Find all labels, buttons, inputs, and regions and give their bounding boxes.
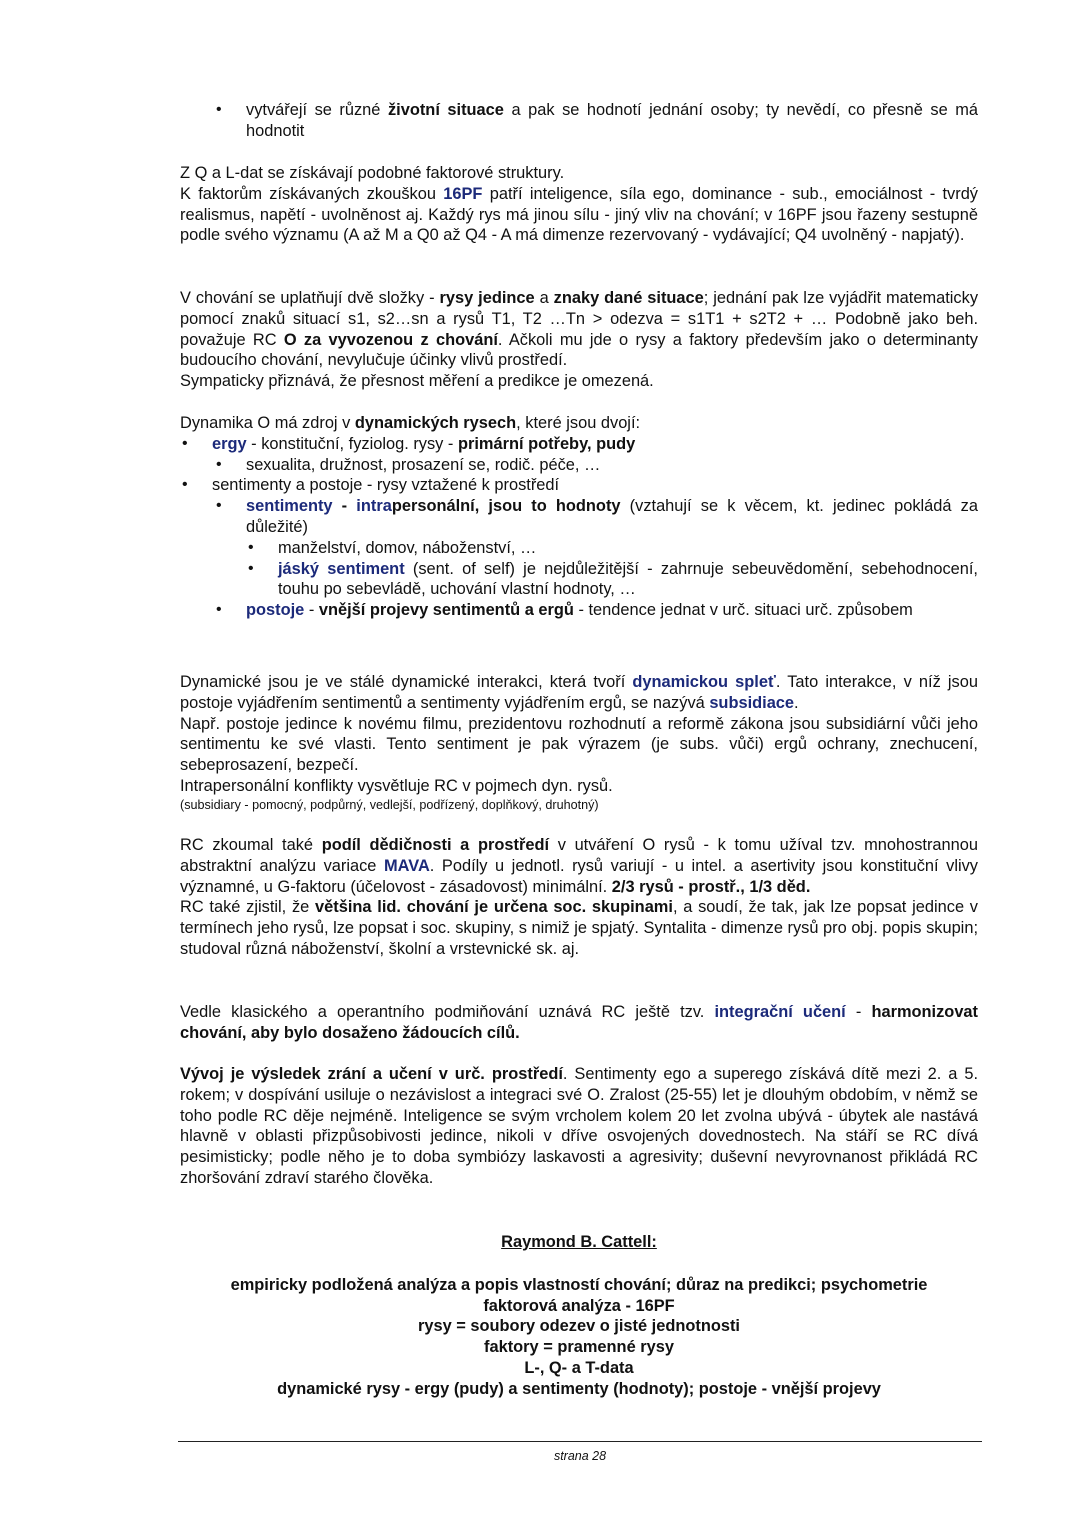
footer-divider: [178, 1441, 982, 1442]
paragraph-heredity: [180, 835, 978, 960]
text: a: [534, 289, 554, 307]
bold-term: dynamických rysech: [354, 414, 517, 432]
list-item-sentiments-attitudes: • sentimenty a postoje - rysy vztažené k prostředí: [212, 475, 978, 496]
bold-term: podíl dědičnosti a prostředí: [321, 836, 550, 854]
text: -: [845, 1003, 872, 1021]
note-subsidiary: (subsidiary - pomocný, podpůrný, vedlejší, podřízený, doplňkový, druhotný): [180, 797, 599, 812]
paragraph-example: Např. postoje jedince k novému filmu, prezidentovu rozhodnutí a reformě zákona jsou subsidiární vůči jeho sentimentu ke své vlasti. Tento sentiment je pak výrazem (je subs. vůči) ergů ochrany, znechucení, sebeprosazení, bezpečí.: [180, 714, 978, 775]
summary-section: [160, 1232, 998, 1400]
text: . Tato interakce, v níž jsou postoje vyjádřením sentimentů a sentimenty vyjádřením ergů, se nazývá: [180, 673, 978, 712]
paragraph-dynamic-lattice: [180, 672, 978, 714]
summary-line: dynamické rysy - ergy (pudy) a sentimenty (hodnoty); postoje - vnější projevy: [277, 1379, 881, 1398]
text: . Sentimenty ego a superego získává dítě mezi 2. a 5. rokem; v dospívání usiluje o nezávislost a integraci své O. Zralost (25-55) let je dlouhým obdobím, v němž se toho podle RC děje nejméně. Inteligence se svým vrcholem kolem 20 let zvolna ubývá - úbytek ale nastává hlavně v oblasti přizpůsobivosti jedince, nikoli v dříve osvojených dovednostech. Na stáří se RC dívá pesimisticky; podle něho je to doba symbiózy laskavosti a agresivity; duševní nevyrovnanost přikládá RC zhoršování zdraví starého člověka.: [180, 1065, 978, 1187]
text: Dynamické jsou je ve stálé dynamické interakci, která tvoří: [180, 673, 633, 691]
text: ; jednání pak lze vyjádřit matematicky pomocí znaků situací s1, s2…sn a rysů T1, T2 …Tn > odezva = s1T1 + s2T2 + … Podobně jako beh. považuje RC: [180, 289, 979, 349]
paragraph-behavior-components: [180, 288, 978, 392]
summary-line: empiricky podložená analýza a popis vlastností chování; důraz na predikci; psychometrie: [230, 1275, 928, 1294]
text: , a soudí, že tak, jak lze popsat jedince v termínech jeho rysů, lze popsat i soc. skupiny, s nimiž je spjatý. Syntalita - dimenze rysů pro obj. popis skupin; studoval různá náboženství, školní a vrstevnické sk. aj.: [180, 898, 979, 958]
paragraph-subsidiation: [180, 672, 978, 814]
text: a pak se hodnotí jednání osoby; ty nevědí, co přesně se má hodnotit: [246, 101, 979, 140]
text: patří inteligence, síla ego, dominance - sub., emociálnost - tvrdý realismus, napětí - uvolněnost aj. Každý rys má jinou sílu - jiný vliv na chování; v 16PF jsou řazeny sestupně podle svého významu (A až M a Q0 až Q4 - A má dimenze rezervovaný - vydávající; Q4 uvolněný - napjatý).: [180, 184, 979, 245]
term-postoje: postoje: [246, 601, 305, 620]
text: RC také zjistil, že: [180, 898, 316, 917]
text-line: Intrapersonální konflikty vysvětluje RC v pojmech dyn. rysů.: [180, 776, 613, 795]
paragraph-dynamics: [180, 413, 978, 434]
list-item-sentiment-examples: • manželství, domov, náboženství, …: [278, 538, 978, 559]
term-mava: MAVA: [383, 856, 430, 875]
bullet-life-situations: [246, 100, 978, 142]
bold-term: personální, jsou to hodnoty: [391, 497, 621, 516]
term-16pf: 16PF: [443, 184, 483, 203]
term-dynamic-lattice: dynamickou spleť: [632, 673, 776, 691]
list-item-self-sentiment: [278, 559, 978, 601]
paragraph-integration-learning: [180, 1002, 978, 1044]
paragraph-maturation: [180, 1064, 978, 1189]
bold-term: 2/3 rysů - prostř., 1/3 děd.: [611, 877, 811, 896]
text: K faktorům získávaných zkouškou: [180, 184, 444, 203]
paragraph-learning: [180, 1002, 978, 1044]
list-item-attitudes: [246, 600, 978, 621]
term-subsidiace: subsidiace: [709, 693, 795, 712]
bold-term: rysy jedince: [439, 289, 535, 307]
summary-line: L-, Q- a T-data: [524, 1358, 634, 1377]
bold-term: životní situace: [387, 101, 504, 119]
text: v utváření O rysů - k tomu užíval tzv. mnohostrannou abstraktní analýzu variace: [180, 836, 979, 875]
text: -: [332, 497, 357, 516]
list-item-ergs: [212, 434, 978, 455]
summary-title: Raymond B. Cattell:: [501, 1233, 657, 1251]
text: Dynamika O má zdroj v: [180, 414, 355, 432]
list-item-sentiments: [246, 496, 978, 538]
summary-line: faktorová analýza - 16PF: [483, 1296, 675, 1315]
page-number: strana 28: [553, 1449, 607, 1463]
text: - konstituční, fyziolog. rysy -: [246, 434, 458, 453]
paragraph-mava: [180, 835, 978, 897]
bold-term: vnější projevy sentimentů a ergů: [318, 601, 574, 620]
term-self-sentiment: jáský sentiment: [278, 559, 405, 578]
bold-term: znaky dané situace: [553, 289, 704, 307]
text: , které jsou dvojí:: [516, 414, 641, 432]
text: V chování se uplatňují dvě složky -: [180, 289, 440, 307]
summary-line: rysy = soubory odezev o jisté jednotnosti: [418, 1317, 740, 1336]
term-ergy: ergy: [212, 434, 247, 453]
text: vytvářejí se různé: [246, 101, 388, 119]
bold-term: primární potřeby, pudy: [457, 434, 636, 453]
text: . Podíly u jednotl. rysů variují - u intel. a asertivity jsou konstituční vlivy významné, u G-faktoru (účelovost - zásadovost) minimální.: [180, 856, 979, 896]
bold-term: Vývoj je výsledek zrání a učení v urč. prostředí: [180, 1065, 563, 1083]
text: - tendence jednat v urč. situaci urč. způsobem: [573, 601, 913, 620]
text: . Ačkoli mu jde o rysy a faktory především jako o determinanty budoucího chování, nevylučuje účinky vlivů prostředí.: [180, 330, 978, 370]
summary-line: faktory = pramenné rysy: [484, 1338, 674, 1357]
text: (vztahují se k věcem, kt. jedinec pokládá za důležité): [246, 497, 978, 536]
text: RC zkoumal také: [180, 836, 322, 854]
paragraph-factor-structures: [180, 163, 978, 246]
paragraph-16pf: [180, 184, 978, 246]
paragraph-development: [180, 1064, 978, 1189]
term-sentimenty: sentimenty: [246, 497, 333, 516]
paragraph-traits-situation: [180, 288, 978, 371]
bold-term: harmonizovat chování, aby bylo dosaženo žádoucích cílů.: [180, 1003, 979, 1042]
list-item-erg-examples: • sexualita, družnost, prosazení se, rodič. péče, …: [246, 455, 978, 476]
text: .: [794, 693, 799, 712]
text-line: Sympaticky přiznává, že přesnost měření a predikce je omezená.: [180, 372, 654, 391]
bold-term: O za vyvozenou z chování: [283, 330, 498, 349]
section-dynamics: [180, 413, 978, 621]
text: (sent. of self) je nejdůležitější - zahrnuje sebeuvědomění, sebehodnocení, touhu po sebevládě, uchování vlastní hodnoty, …: [278, 559, 978, 599]
term-integration-learning: integrační učení: [714, 1003, 846, 1021]
paragraph-social-groups: [180, 897, 978, 959]
text: -: [304, 601, 319, 620]
text: Vedle klasického a operantního podmiňování uznává RC ještě tzv.: [180, 1003, 715, 1021]
term-intra: intra: [356, 497, 392, 516]
bold-term: většina lid. chování je určena soc. skupinami: [315, 898, 673, 917]
text-line: Z Q a L-dat se získávají podobné faktorové struktury.: [180, 164, 565, 182]
